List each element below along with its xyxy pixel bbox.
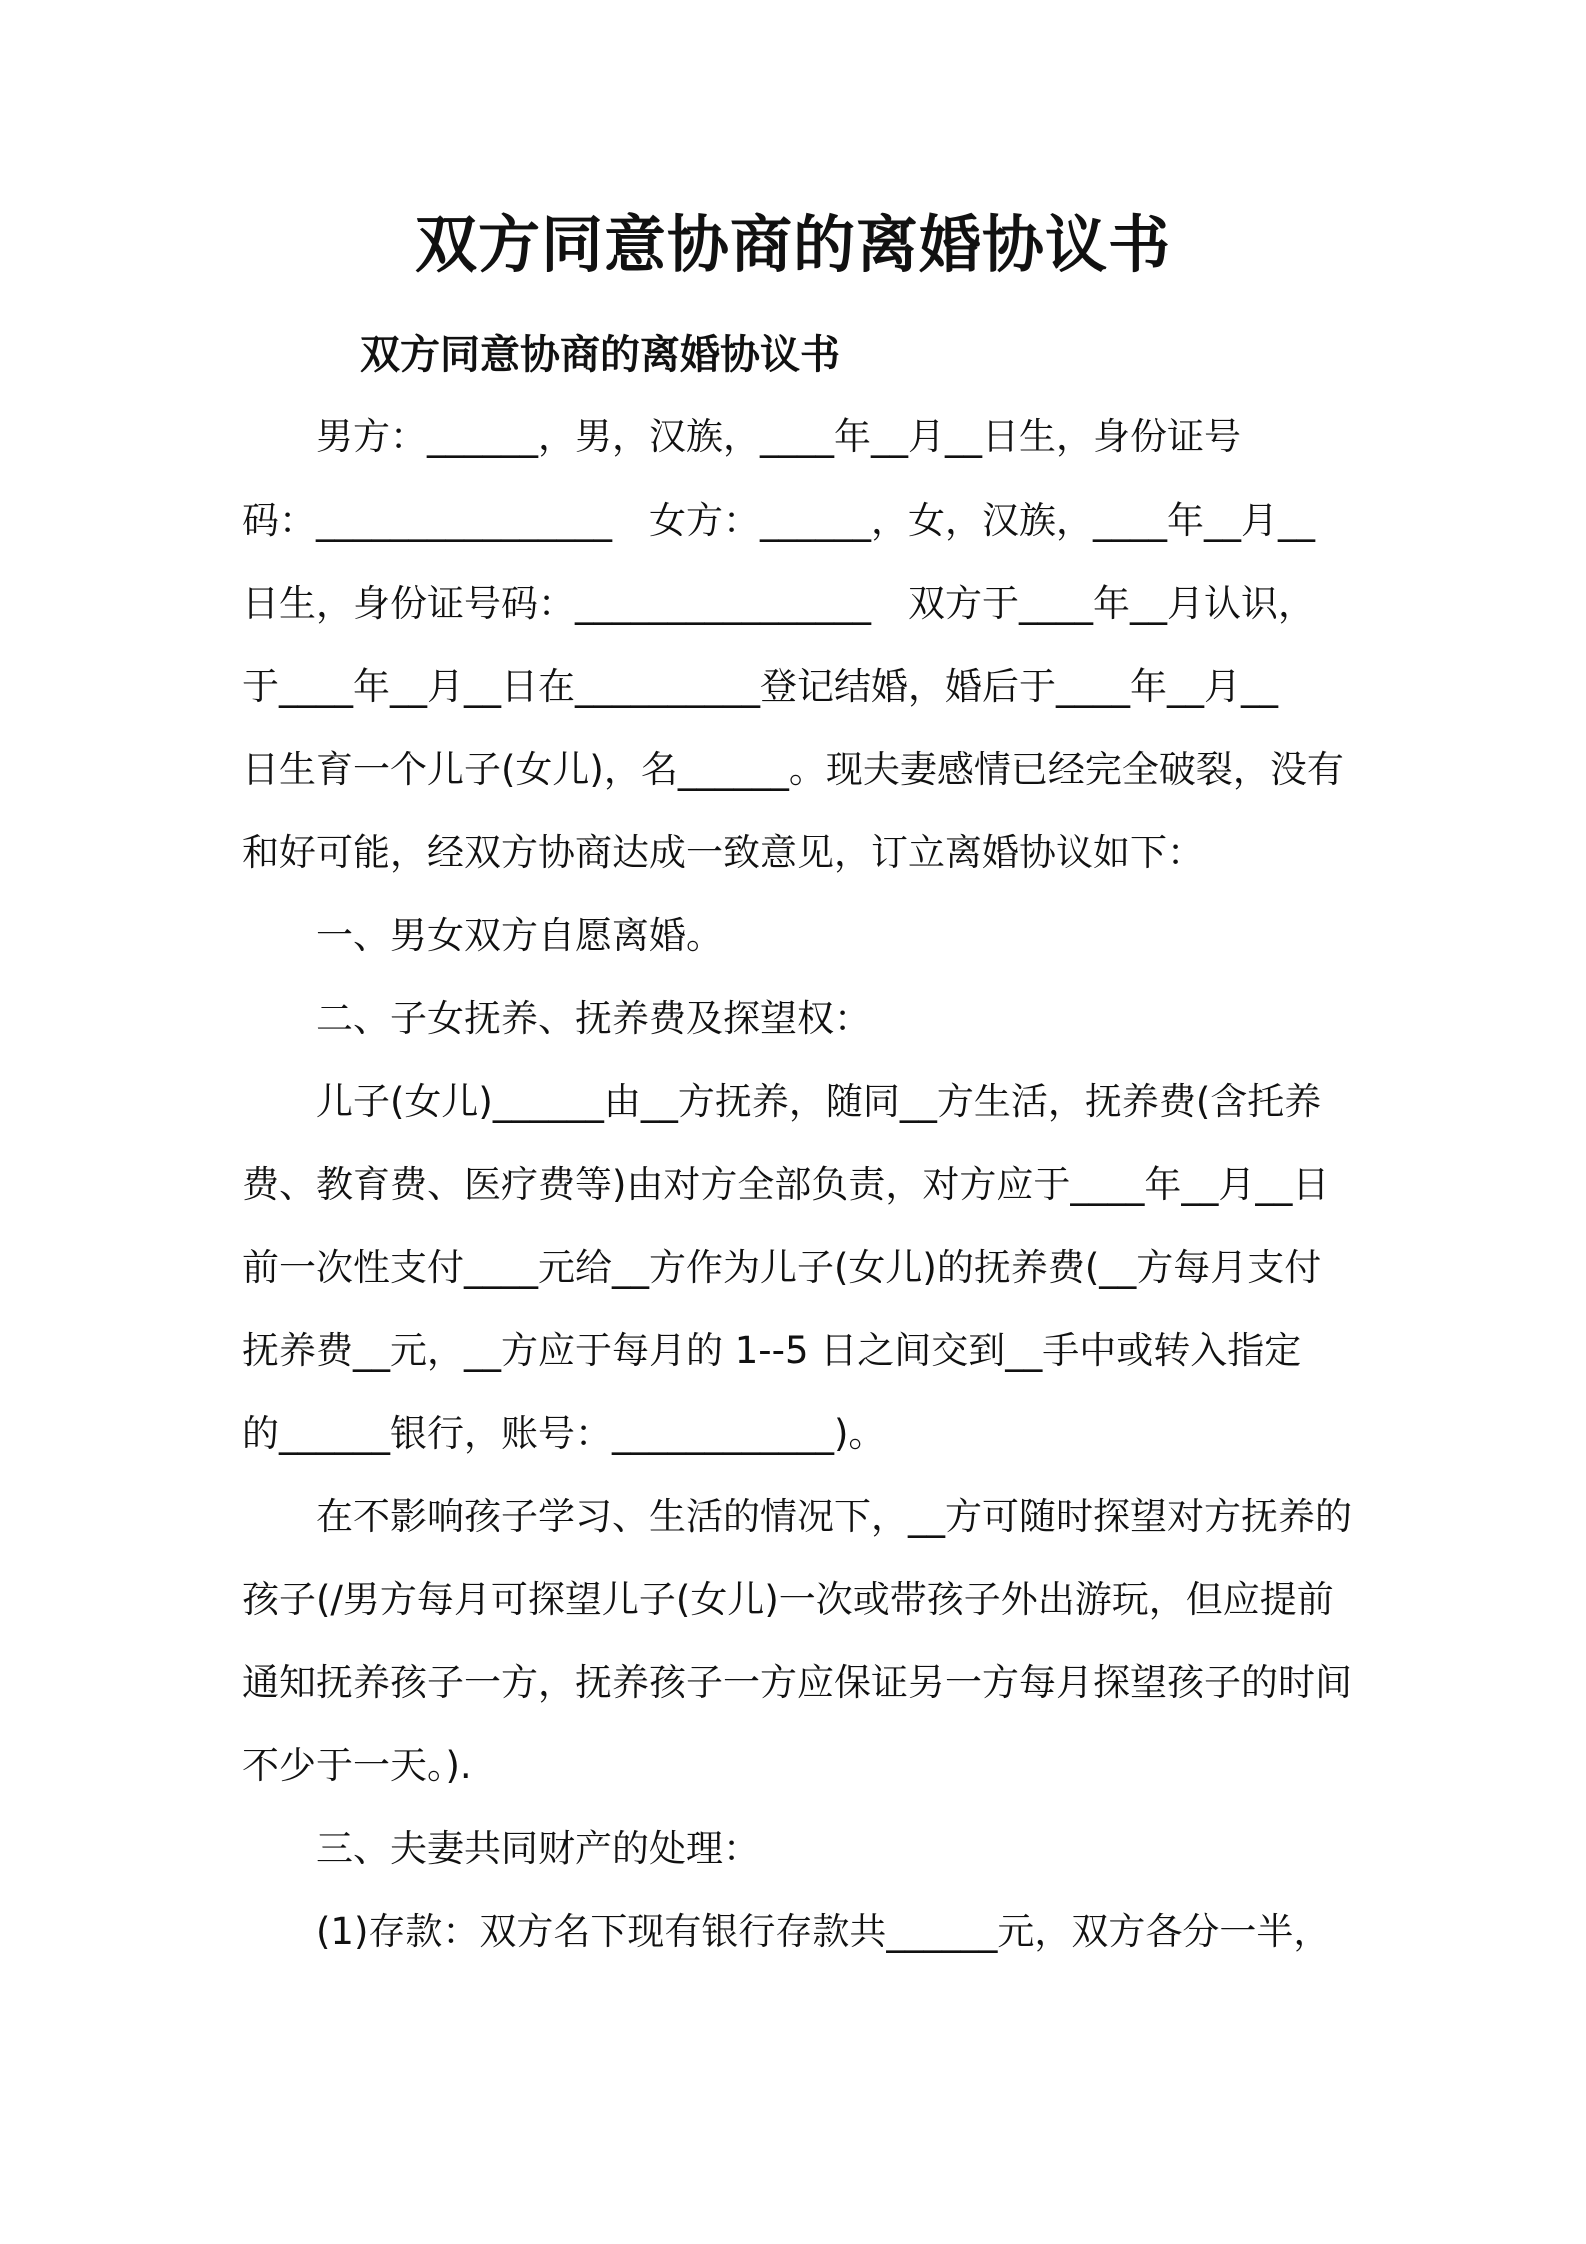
paragraph-line: 儿子(女儿)______由__方抚养，随同__方生活，抚养费(含托养 [316,1080,1322,1123]
paragraph-line: 日生，身份证号码：________________ 双方于____年__月认识， [242,582,1315,625]
paragraph-line: 孩子(/男方每月可探望儿子(女儿)一次或带孩子外出游玩，但应提前 [242,1578,1334,1621]
section-heading-2: 二、子女抚养、抚养费及探望权： [316,997,871,1040]
paragraph-line: 日生育一个儿子(女儿)，名______。现夫妻感情已经完全破裂，没有 [242,748,1344,791]
paragraph-line: 前一次性支付____元给__方作为儿子(女儿)的抚养费(__方每月支付 [242,1246,1322,1289]
paragraph-line: 码：________________ 女方：______，女，汉族，____年__月__ [242,499,1315,542]
section-heading-1: 一、男女双方自愿离婚。 [316,914,723,957]
section-heading-3: 三、夫妻共同财产的处理： [316,1827,760,1870]
paragraph-line: 抚养费__元，__方应于每月的 1--5 日之间交到__手中或转入指定 [242,1329,1302,1372]
paragraph-line: 费、教育费、医疗费等)由对方全部负责，对方应于____年__月__日 [242,1163,1330,1206]
paragraph-line: (1)存款：双方名下现有银行存款共______元，双方各分一半， [316,1910,1331,1953]
paragraph-line: 在不影响孩子学习、生活的情况下，__方可随时探望对方抚养的 [316,1495,1352,1538]
paragraph-line: 的______银行，账号：____________)。 [242,1412,886,1455]
paragraph-line: 不少于一天。). [242,1744,472,1787]
document-subtitle: 双方同意协商的离婚协议书 [360,332,840,378]
paragraph-line: 和好可能，经双方协商达成一致意见，订立离婚协议如下： [242,831,1204,874]
paragraph-line: 于____年__月__日在__________登记结婚，婚后于____年__月__ [242,665,1278,708]
paragraph-line: 通知抚养孩子一方，抚养孩子一方应保证另一方每月探望孩子的时间 [242,1661,1352,1704]
document-title: 双方同意协商的离婚协议书 [414,208,1171,281]
paragraph-line: 男方：______，男，汉族，____年__月__日生，身份证号 [316,415,1241,458]
